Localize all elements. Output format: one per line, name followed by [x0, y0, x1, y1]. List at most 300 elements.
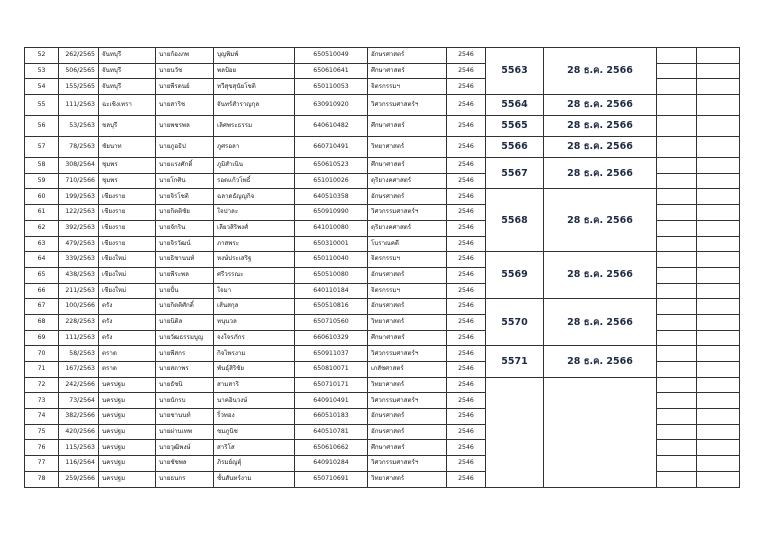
batch-number-cell: 5567 — [486, 158, 544, 189]
row-number-cell: 54 — [25, 79, 59, 95]
document-code-cell: 710/2566 — [59, 173, 99, 189]
faculty-cell: วิศวกรรมศาสตร์ฯ — [368, 393, 447, 409]
table-row — [25, 377, 740, 393]
first-name-cell: นายพีรดนย์ — [156, 79, 214, 95]
surname-cell: ภูมิสำเนิน — [214, 158, 295, 174]
first-name-cell: นายพีระพล — [156, 267, 214, 283]
student-id-cell: 640610482 — [295, 116, 368, 137]
student-id-cell: 650110053 — [295, 79, 368, 95]
document-code-cell: 155/2565 — [59, 79, 99, 95]
faculty-cell: ศึกษาศาสตร์ — [368, 63, 447, 79]
student-id-cell: 650610523 — [295, 158, 368, 174]
batch-number-cell — [486, 377, 544, 487]
province-cell: นครปฐม — [99, 424, 156, 440]
row-number-cell: 70 — [25, 346, 59, 362]
blank-cell — [657, 440, 697, 456]
first-name-cell: นายนวัช — [156, 63, 214, 79]
blank-cell — [697, 283, 740, 299]
province-cell: ชลบุรี — [99, 116, 156, 137]
table-row — [25, 189, 740, 205]
student-id-cell: 650510049 — [295, 48, 368, 64]
row-number-cell: 65 — [25, 267, 59, 283]
blank-cell — [697, 158, 740, 174]
surname-cell: เส้นสกุล — [214, 299, 295, 315]
blank-cell — [697, 267, 740, 283]
blank-cell — [697, 205, 740, 221]
blank-cell — [697, 236, 740, 252]
year-cell: 2546 — [447, 440, 486, 456]
surname-cell: นาคอินวงษ์ — [214, 393, 295, 409]
faculty-cell: จิตรกรรมฯ — [368, 283, 447, 299]
document-code-cell: 73/2564 — [59, 393, 99, 409]
province-cell: เชียงราย — [99, 189, 156, 205]
document-code-cell: 339/2563 — [59, 252, 99, 268]
student-id-cell: 650810071 — [295, 362, 368, 378]
batch-number-cell: 5565 — [486, 116, 544, 137]
province-cell: จันทบุรี — [99, 79, 156, 95]
batch-date-cell: 28 ธ.ค. 2566 — [544, 299, 657, 346]
province-cell: ตรัง — [99, 299, 156, 315]
blank-cell — [697, 63, 740, 79]
blank-cell — [657, 252, 697, 268]
faculty-cell: ดุริยางคศาสตร์ — [368, 220, 447, 236]
student-id-cell: 640110184 — [295, 283, 368, 299]
surname-cell: ชมภูนิช — [214, 424, 295, 440]
year-cell: 2546 — [447, 299, 486, 315]
province-cell: นครปฐม — [99, 440, 156, 456]
blank-cell — [657, 220, 697, 236]
document-code-cell: 111/2563 — [59, 330, 99, 346]
surname-cell: พันธุ์สิริชัย — [214, 362, 295, 378]
surname-cell: จงใจรภักร — [214, 330, 295, 346]
year-cell: 2546 — [447, 95, 486, 116]
year-cell: 2546 — [447, 346, 486, 362]
table-row — [25, 346, 740, 362]
faculty-cell: จิตรกรรมฯ — [368, 252, 447, 268]
blank-cell — [657, 95, 697, 116]
first-name-cell: นายพีสกร — [156, 346, 214, 362]
faculty-cell: วิศวกรรมศาสตร์ฯ — [368, 456, 447, 472]
blank-cell — [697, 314, 740, 330]
blank-cell — [657, 314, 697, 330]
student-id-cell: 640910284 — [295, 456, 368, 472]
row-number-cell: 74 — [25, 409, 59, 425]
document-code-cell: 506/2565 — [59, 63, 99, 79]
row-number-cell: 71 — [25, 362, 59, 378]
table-row — [25, 95, 740, 116]
row-number-cell: 77 — [25, 456, 59, 472]
year-cell: 2546 — [447, 283, 486, 299]
document-code-cell: 420/2566 — [59, 424, 99, 440]
blank-cell — [657, 424, 697, 440]
document-code-cell: 262/2565 — [59, 48, 99, 64]
first-name-cell: นายธนกร — [156, 471, 214, 487]
blank-cell — [697, 48, 740, 64]
student-id-cell: 641010080 — [295, 220, 368, 236]
year-cell: 2546 — [447, 456, 486, 472]
batch-date-cell: 28 ธ.ค. 2566 — [544, 189, 657, 252]
year-cell: 2546 — [447, 220, 486, 236]
student-id-cell: 650110040 — [295, 252, 368, 268]
blank-cell — [657, 79, 697, 95]
year-cell: 2546 — [447, 236, 486, 252]
first-name-cell: นายวัฒธรรมบูญ — [156, 330, 214, 346]
row-number-cell: 68 — [25, 314, 59, 330]
document-code-cell: 116/2564 — [59, 456, 99, 472]
blank-cell — [697, 299, 740, 315]
blank-cell — [657, 158, 697, 174]
table-row — [25, 137, 740, 158]
province-cell: เชียงราย — [99, 205, 156, 221]
blank-cell — [697, 362, 740, 378]
document-code-cell: 479/2563 — [59, 236, 99, 252]
blank-cell — [657, 346, 697, 362]
year-cell: 2546 — [447, 48, 486, 64]
faculty-cell: เภสัชศาสตร์ — [368, 362, 447, 378]
faculty-cell: โบราณคดี — [368, 236, 447, 252]
student-id-cell: 630910920 — [295, 95, 368, 116]
province-cell: จันทบุรี — [99, 63, 156, 79]
faculty-cell: ศึกษาศาสตร์ — [368, 440, 447, 456]
province-cell: เชียงราย — [99, 236, 156, 252]
student-id-cell: 660610329 — [295, 330, 368, 346]
blank-cell — [697, 456, 740, 472]
year-cell: 2546 — [447, 116, 486, 137]
surname-cell: พลป้อย — [214, 63, 295, 79]
blank-cell — [697, 330, 740, 346]
student-id-cell: 650710560 — [295, 314, 368, 330]
blank-cell — [657, 393, 697, 409]
document-code-cell: 438/2563 — [59, 267, 99, 283]
surname-cell: ฉลาดธัญญกิจ — [214, 189, 295, 205]
surname-cell: เลียวสิริพงศ์ — [214, 220, 295, 236]
faculty-cell: ดุริยางคศาสตร์ — [368, 173, 447, 189]
batch-number-cell: 5569 — [486, 252, 544, 299]
student-id-cell: 660710491 — [295, 137, 368, 158]
province-cell: เชียงราย — [99, 220, 156, 236]
document-code-cell: 58/2563 — [59, 346, 99, 362]
year-cell: 2546 — [447, 252, 486, 268]
batch-number-cell: 5564 — [486, 95, 544, 116]
student-id-cell: 650610641 — [295, 63, 368, 79]
surname-cell: ทวีสุขสุนัยโชติ — [214, 79, 295, 95]
blank-cell — [657, 236, 697, 252]
row-number-cell: 78 — [25, 471, 59, 487]
province-cell: ตรัง — [99, 314, 156, 330]
table-row — [25, 48, 740, 64]
student-id-cell: 640510781 — [295, 424, 368, 440]
row-number-cell: 66 — [25, 283, 59, 299]
row-number-cell: 63 — [25, 236, 59, 252]
year-cell: 2546 — [447, 205, 486, 221]
batch-date-cell: 28 ธ.ค. 2566 — [544, 116, 657, 137]
document-code-cell: 199/2563 — [59, 189, 99, 205]
document-code-cell: 111/2563 — [59, 95, 99, 116]
table-row — [25, 116, 740, 137]
document-code-cell: 382/2566 — [59, 409, 99, 425]
first-name-cell: นายปั้น — [156, 283, 214, 299]
surname-cell: ชั้นสันทร์งาม — [214, 471, 295, 487]
row-number-cell: 62 — [25, 220, 59, 236]
row-number-cell: 53 — [25, 63, 59, 79]
row-number-cell: 73 — [25, 393, 59, 409]
document-code-cell: 242/2566 — [59, 377, 99, 393]
blank-cell — [657, 362, 697, 378]
province-cell: นครปฐม — [99, 471, 156, 487]
document-code-cell: 167/2563 — [59, 362, 99, 378]
faculty-cell: อักษรศาสตร์ — [368, 48, 447, 64]
document-code-cell: 100/2566 — [59, 299, 99, 315]
batch-date-cell: 28 ธ.ค. 2566 — [544, 252, 657, 299]
faculty-cell: ศึกษาศาสตร์ — [368, 158, 447, 174]
first-name-cell: นายนักรบ — [156, 393, 214, 409]
surname-cell: เลิศพระธรรม — [214, 116, 295, 137]
blank-cell — [697, 95, 740, 116]
blank-cell — [697, 189, 740, 205]
blank-cell — [697, 252, 740, 268]
blank-cell — [657, 63, 697, 79]
blank-cell — [657, 205, 697, 221]
document-code-cell: 115/2563 — [59, 440, 99, 456]
province-cell: จันทบุรี — [99, 48, 156, 64]
year-cell: 2546 — [447, 377, 486, 393]
faculty-cell: อักษรศาสตร์ — [368, 267, 447, 283]
first-name-cell: นายภูอธิป — [156, 137, 214, 158]
row-number-cell: 59 — [25, 173, 59, 189]
province-cell: นครปฐม — [99, 456, 156, 472]
blank-cell — [697, 440, 740, 456]
faculty-cell: วิศวกรรมศาสตร์ฯ — [368, 346, 447, 362]
student-id-cell: 650911037 — [295, 346, 368, 362]
faculty-cell: วิศวกรรมศาสตร์ฯ — [368, 95, 447, 116]
batch-number-cell: 5571 — [486, 346, 544, 377]
student-id-cell: 650710691 — [295, 471, 368, 487]
student-id-cell: 651010026 — [295, 173, 368, 189]
first-name-cell: นายวุฒิพงษ์ — [156, 440, 214, 456]
first-name-cell: นายแรงศักดิ์ — [156, 158, 214, 174]
faculty-cell: ศึกษาศาสตร์ — [368, 330, 447, 346]
row-number-cell: 58 — [25, 158, 59, 174]
row-number-cell: 61 — [25, 205, 59, 221]
year-cell: 2546 — [447, 267, 486, 283]
row-number-cell: 56 — [25, 116, 59, 137]
surname-cell: สามสาริ — [214, 377, 295, 393]
batch-date-cell: 28 ธ.ค. 2566 — [544, 137, 657, 158]
stipend-table — [24, 47, 740, 488]
batch-number-cell: 5570 — [486, 299, 544, 346]
faculty-cell: วิทยาศาสตร์ — [368, 314, 447, 330]
faculty-cell: อักษรศาสตร์ — [368, 189, 447, 205]
province-cell: ชุมพร — [99, 158, 156, 174]
table-row — [25, 158, 740, 174]
province-cell: นครปฐม — [99, 409, 156, 425]
surname-cell: ภูศรอลา — [214, 137, 295, 158]
blank-cell — [657, 116, 697, 137]
document-code-cell: 308/2564 — [59, 158, 99, 174]
surname-cell: หงษ์ประเสริฐ — [214, 252, 295, 268]
blank-cell — [657, 330, 697, 346]
row-number-cell: 55 — [25, 95, 59, 116]
faculty-cell: จิตรกรรมฯ — [368, 79, 447, 95]
province-cell: เชียงใหม่ — [99, 267, 156, 283]
province-cell: ตรัง — [99, 330, 156, 346]
table-row — [25, 252, 740, 268]
blank-cell — [697, 409, 740, 425]
year-cell: 2546 — [447, 63, 486, 79]
faculty-cell: อักษรศาสตร์ — [368, 409, 447, 425]
document-code-cell: 53/2563 — [59, 116, 99, 137]
first-name-cell: นายจิรโชติ — [156, 189, 214, 205]
batch-number-cell: 5566 — [486, 137, 544, 158]
batch-date-cell: 28 ธ.ค. 2566 — [544, 346, 657, 377]
province-cell: ตราด — [99, 346, 156, 362]
surname-cell: ศรีวรรณะ — [214, 267, 295, 283]
year-cell: 2546 — [447, 137, 486, 158]
year-cell: 2546 — [447, 362, 486, 378]
year-cell: 2546 — [447, 79, 486, 95]
blank-cell — [697, 393, 740, 409]
first-name-cell: นายจิรวัฒน์ — [156, 236, 214, 252]
document-code-cell: 211/2563 — [59, 283, 99, 299]
blank-cell — [697, 346, 740, 362]
document-code-cell: 122/2563 — [59, 205, 99, 221]
year-cell: 2546 — [447, 173, 486, 189]
first-name-cell: นายจักริน — [156, 220, 214, 236]
row-number-cell: 72 — [25, 377, 59, 393]
surname-cell: ใจมา — [214, 283, 295, 299]
blank-cell — [657, 267, 697, 283]
row-number-cell: 67 — [25, 299, 59, 315]
first-name-cell: นายโกศิน — [156, 173, 214, 189]
blank-cell — [697, 137, 740, 158]
surname-cell: ใจปาละ — [214, 205, 295, 221]
blank-cell — [697, 471, 740, 487]
year-cell: 2546 — [447, 471, 486, 487]
blank-cell — [697, 377, 740, 393]
blank-cell — [657, 377, 697, 393]
blank-cell — [657, 48, 697, 64]
surname-cell: รอดแก้วโพธิ์ — [214, 173, 295, 189]
year-cell: 2546 — [447, 409, 486, 425]
student-id-cell: 650510816 — [295, 299, 368, 315]
faculty-cell: อักษรศาสตร์ — [368, 299, 447, 315]
student-id-cell: 650510080 — [295, 267, 368, 283]
first-name-cell: นายชัชพล — [156, 456, 214, 472]
blank-cell — [657, 189, 697, 205]
faculty-cell: อักษรศาสตร์ — [368, 424, 447, 440]
batch-date-cell: 28 ธ.ค. 2566 — [544, 95, 657, 116]
faculty-cell: วิศวกรรมศาสตร์ฯ — [368, 205, 447, 221]
year-cell: 2546 — [447, 424, 486, 440]
row-number-cell: 60 — [25, 189, 59, 205]
province-cell: เชียงใหม่ — [99, 252, 156, 268]
year-cell: 2546 — [447, 158, 486, 174]
blank-cell — [657, 456, 697, 472]
batch-number-cell: 5568 — [486, 189, 544, 252]
blank-cell — [697, 116, 740, 137]
row-number-cell: 57 — [25, 137, 59, 158]
faculty-cell: วิทยาศาสตร์ — [368, 137, 447, 158]
faculty-cell: วิทยาศาสตร์ — [368, 471, 447, 487]
blank-cell — [657, 471, 697, 487]
document-code-cell: 228/2563 — [59, 314, 99, 330]
blank-cell — [657, 409, 697, 425]
student-id-cell: 650710171 — [295, 377, 368, 393]
student-id-cell: 650910990 — [295, 205, 368, 221]
blank-cell — [697, 220, 740, 236]
blank-cell — [657, 283, 697, 299]
first-name-cell: นายผ่านเทพ — [156, 424, 214, 440]
document-code-cell: 392/2563 — [59, 220, 99, 236]
batch-number-cell: 5563 — [486, 48, 544, 95]
first-name-cell: นายสาริช — [156, 95, 214, 116]
student-id-cell: 640510358 — [295, 189, 368, 205]
batch-date-cell: 28 ธ.ค. 2566 — [544, 158, 657, 189]
faculty-cell: ศึกษาศาสตร์ — [368, 116, 447, 137]
province-cell: นครปฐม — [99, 377, 156, 393]
batch-date-cell: 28 ธ.ค. 2566 — [544, 48, 657, 95]
first-name-cell: นายก้องภพ — [156, 48, 214, 64]
table-body — [25, 48, 740, 488]
blank-cell — [697, 79, 740, 95]
blank-cell — [697, 424, 740, 440]
row-number-cell: 52 — [25, 48, 59, 64]
row-number-cell: 64 — [25, 252, 59, 268]
blank-cell — [697, 173, 740, 189]
year-cell: 2546 — [447, 189, 486, 205]
first-name-cell: นายกิตติศักดิ์ — [156, 299, 214, 315]
document-code-cell: 78/2563 — [59, 137, 99, 158]
first-name-cell: นายชานนท์ — [156, 409, 214, 425]
first-name-cell: นายธิชานนท์ — [156, 252, 214, 268]
row-number-cell: 76 — [25, 440, 59, 456]
table-row — [25, 299, 740, 315]
first-name-cell: นายธัชนิ — [156, 377, 214, 393]
surname-cell: บุญพิมพ์ — [214, 48, 295, 64]
blank-cell — [657, 137, 697, 158]
blank-cell — [657, 299, 697, 315]
year-cell: 2546 — [447, 314, 486, 330]
blank-cell — [657, 173, 697, 189]
row-number-cell: 75 — [25, 424, 59, 440]
surname-cell: ทนุนวล — [214, 314, 295, 330]
province-cell: ตราด — [99, 362, 156, 378]
surname-cell: กิจไพรงาม — [214, 346, 295, 362]
surname-cell: ภิรมย์ญตุ์ — [214, 456, 295, 472]
surname-cell: จันทร์สำราญกุล — [214, 95, 295, 116]
row-number-cell: 69 — [25, 330, 59, 346]
batch-date-cell — [544, 377, 657, 487]
year-cell: 2546 — [447, 330, 486, 346]
first-name-cell: นายกิตติชัย — [156, 205, 214, 221]
student-id-cell: 650310001 — [295, 236, 368, 252]
surname-cell: ริ้วทอง — [214, 409, 295, 425]
province-cell: ชุมพร — [99, 173, 156, 189]
surname-cell: ภาสพระ — [214, 236, 295, 252]
student-id-cell: 650610662 — [295, 440, 368, 456]
first-name-cell: นายสถาพร — [156, 362, 214, 378]
surname-cell: สาริโส — [214, 440, 295, 456]
province-cell: นครปฐม — [99, 393, 156, 409]
student-id-cell: 640910491 — [295, 393, 368, 409]
province-cell: เชียงใหม่ — [99, 283, 156, 299]
first-name-cell: นายพชรพล — [156, 116, 214, 137]
province-cell: ชัยนาท — [99, 137, 156, 158]
student-id-cell: 660510183 — [295, 409, 368, 425]
province-cell: ฉะเชิงเทรา — [99, 95, 156, 116]
first-name-cell: นายนิติล — [156, 314, 214, 330]
document-code-cell: 259/2566 — [59, 471, 99, 487]
